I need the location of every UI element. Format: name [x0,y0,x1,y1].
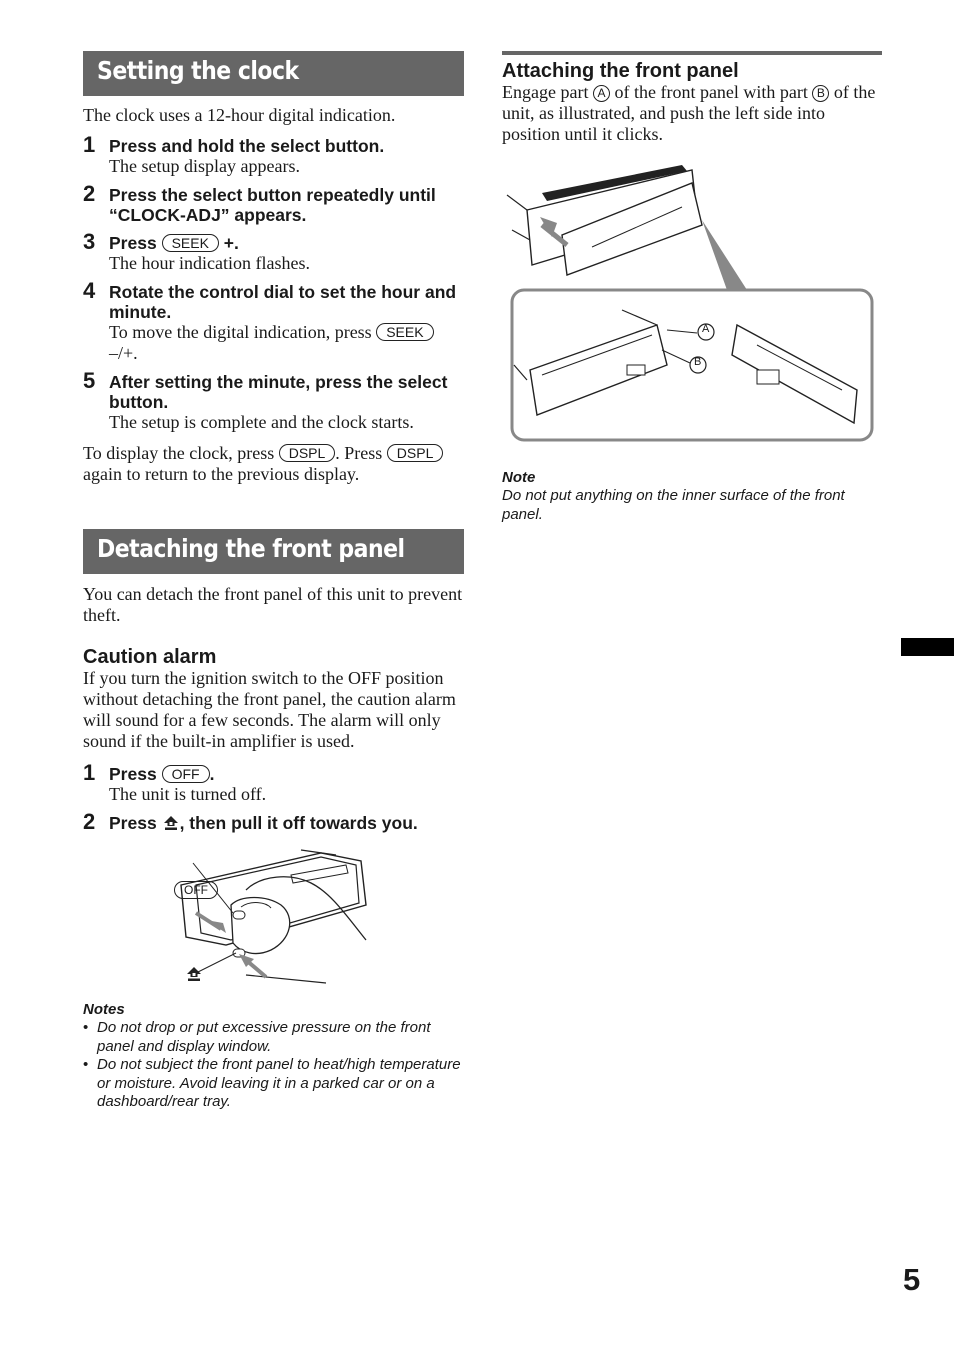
step-number: 2 [83,181,96,206]
part-a-marker: A [593,85,610,102]
detach-step-1 [83,760,464,805]
step-number: 5 [83,368,96,393]
detach-illustration [171,845,391,995]
figure-off-label: OFF [174,881,218,899]
release-icon [162,814,180,832]
detach-intro: You can detach the front panel of this unit to prevent theft. [83,584,463,625]
step-number: 1 [83,132,96,157]
clock-step-2 [83,181,464,225]
seek-key: SEEK [376,323,433,341]
figure-label-b: B [694,356,702,368]
right-column [502,51,882,524]
step-desc: The setup display appears. [109,156,300,176]
step-number: 2 [83,809,96,834]
part-b-marker: B [812,85,829,102]
clock-step-5 [83,368,464,433]
figure-label-a: A [702,323,710,335]
clock-step-4 [83,278,464,364]
step-number: 4 [83,278,96,303]
left-column [83,51,464,1112]
step-title: Press and hold the select button. [109,136,385,156]
step-desc: The setup is complete and the clock starts. [109,412,414,432]
step-desc: To move the digital indication, press SEEK –/+. [109,322,464,364]
note-item: • Do not drop or put excessive pressure on the front panel and display window. [83,1019,431,1055]
section-title-detaching: Detaching the front panel [83,529,464,574]
section-title-setting-clock: Setting the clock [83,51,464,96]
step-title: Press the select button repeatedly until “CLOCK-ADJ” appears. [109,185,436,225]
caution-text: If you turn the ignition switch to the OFF position without detaching the front panel, the caution alarm will sound for a few seconds. The alarm will only sound if the built-in amplifier is used. [83,668,456,751]
attach-note-title: Note [502,469,536,486]
display-clock-text: To display the clock, press DSPL . Press DSPL again to return to the previous display. [83,443,464,485]
step-desc: The unit is turned off. [109,784,267,804]
step-title: Press , then pull it off towards you. [109,813,418,833]
off-key: OFF [162,765,210,783]
detach-step-2 [83,809,464,834]
dspl-key: DSPL [387,444,444,462]
attach-text: Engage part A of the front panel with part B of the unit, as illustrated, and push the left side into position until it clicks. [502,82,876,144]
step-number: 1 [83,760,96,785]
clock-step-1 [83,132,464,177]
dspl-key: DSPL [279,444,336,462]
notes-title: Notes [83,1001,125,1018]
clock-step-3 [83,229,464,274]
attach-illustration [502,165,874,455]
seek-key: SEEK [162,234,219,252]
attach-heading: Attaching the front panel [502,60,739,82]
step-desc: The hour indication flashes. [109,253,310,273]
note-item: • Do not subject the front panel to heat/high temperature or moisture. Avoid leaving it in a parked car or on a dashboard/rear tray. [83,1056,461,1110]
page-number: 5 [903,1262,921,1297]
notes-list [83,1019,464,1112]
caution-heading: Caution alarm [83,646,217,668]
step-title: After setting the minute, press the select button. [109,372,448,412]
step-title: Press OFF . [109,764,215,784]
step-title: Rotate the control dial to set the hour and minute. [109,282,457,322]
edge-tab [901,638,954,656]
step-number: 3 [83,229,96,254]
section-rule [502,51,882,55]
attach-note-text: Do not put anything on the inner surface of the front panel. [502,487,845,523]
clock-intro: The clock uses a 12-hour digital indication. [83,105,396,125]
step-title: Press SEEK +. [109,233,239,253]
